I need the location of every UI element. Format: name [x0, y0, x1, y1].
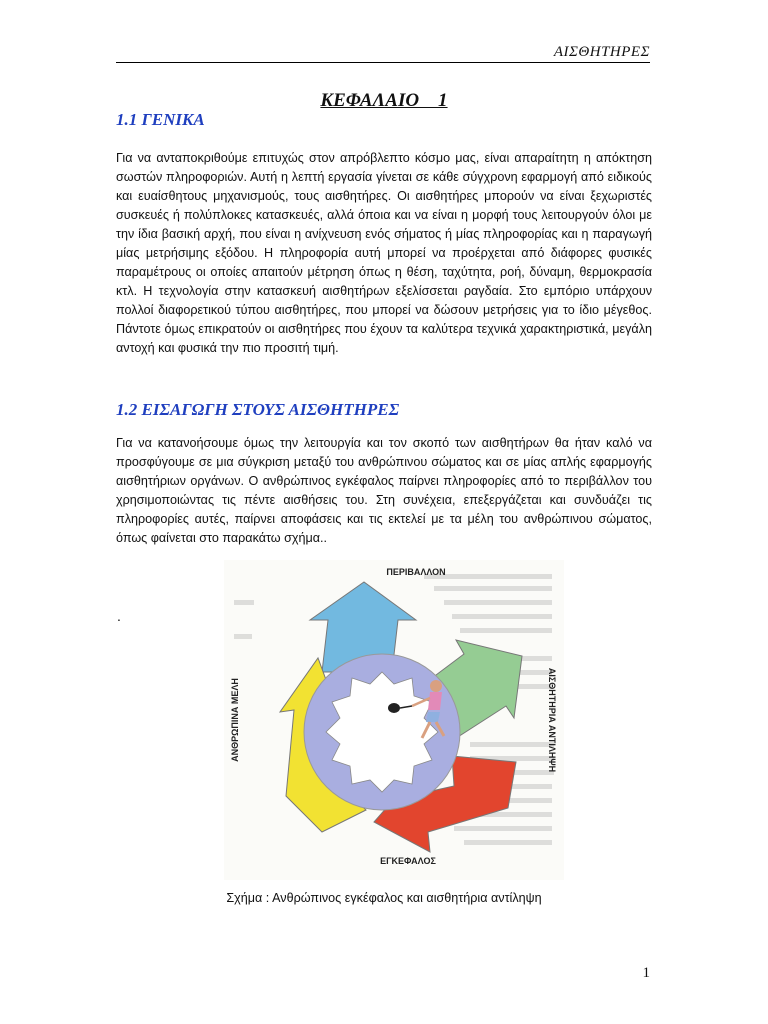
sensor-cycle-figure — [224, 560, 564, 880]
label-human-limbs: ΑΝΘΡΩΠΙΝΑ ΜΕΛΗ — [230, 678, 240, 762]
running-header-title: ΑΙΣΘΗΤΗΡΕΣ — [553, 44, 650, 60]
paragraph-general: Για να ανταποκριθούμε επιτυχώς στον απρόβλεπτο κόσμο μας, είναι απαραίτητη η απόκτηση σωστών πληροφοριών. Αυτή η λεπτή εργασία γίνεται σε κάθε σύγχρονη εφαρμογή από ειδικούς και ευαίσθητους μηχανισμούς, τους αισθητήρες. Οι αισθητήρες μπορούν να είναι ξεχωριστές συσκευές ή πολύπλοκες κατασκευές, αλλά όποια και να είναι η μορφή τους λειτουργούν όλοι με την ίδια βασική αρχή, που είναι η ανίχνευση ενός σήματος ή μίας πληροφορίας και η παραγωγή μίας μετρήσιμης εξόδου. Η πληροφορία αυτή μπορεί να προέρχεται από διάφορες φυσικές παραμέτρους οι οποίες απαιτούν μέτρηση όπως η θέση, ταχύτητα, ροή, δύναμη, θερμοκρασία κτλ. Η τεχνολογία στην κατασκευή αισθητήρων εξελίσσεται ραγδαία. Στο εμπόριο υπάρχουν πολλοί διαφορετικού τύπου αισθητήρες, που μπορεί να δώσουν μετρήσεις για το ίδιο μέγεθος. Πάντοτε όμως επικρατούν οι αισθητήρες που έχουν τα καλύτερα τεχνικά χαρακτηριστικά, μεγάλη αντοχή και φυσικά την πιο προσιτή τιμή. — [116, 151, 652, 355]
header-rule — [116, 62, 650, 63]
section-heading-general: 1.1 ΓΕΝΙΚΑ — [116, 110, 205, 129]
label-environment: ΠΕΡΙΒΑΛΛΟΝ — [386, 567, 446, 577]
figure-caption: Σχήμα : Ανθρώπινος εγκέφαλος και αισθητήρια αντίληψη — [226, 891, 542, 905]
page-number: 1 — [642, 965, 650, 981]
label-sensory-perception: ΑΙΣΘΗΤΗΡΙΑ ΑΝΤΙΛΗΨΗ — [547, 667, 557, 773]
label-brain: ΕΓΚΕΦΑΛΟΣ — [380, 856, 436, 866]
stray-dot: . — [117, 608, 121, 624]
paragraph-introduction: Για να κατανοήσουμε όμως την λειτουργία και τον σκοπό των αισθητήρων θα ήταν καλό να προσφύγουμε σε μια σύγκριση μεταξύ του ανθρώπινου σώματος και σε μίας απλής εφαρμογής αισθητήριων οργάνων. Ο ανθρώπινος εγκέφαλος παίρνει πληροφορίες από το περιβάλλον του χρησιμοποιώντας τις πέντε αισθήσεις του. Στη συνέχεια, επεξεργάζεται και συνδυάζει τις πληροφορίες αυτές, παίρνει αποφάσεις και τις εκτελεί με τα μέλη του ανθρώπινου σώματος, όπως φαίνεται στο παρακάτω σχήμα.. — [116, 436, 652, 545]
section-heading-introduction: 1.2 ΕΙΣΑΓΩΓΗ ΣΤΟΥΣ ΑΙΣΘΗΤΗΡΕΣ — [116, 400, 400, 419]
chapter-title: ΚΕΦΑΛΑΙΟ 1 — [320, 90, 448, 111]
